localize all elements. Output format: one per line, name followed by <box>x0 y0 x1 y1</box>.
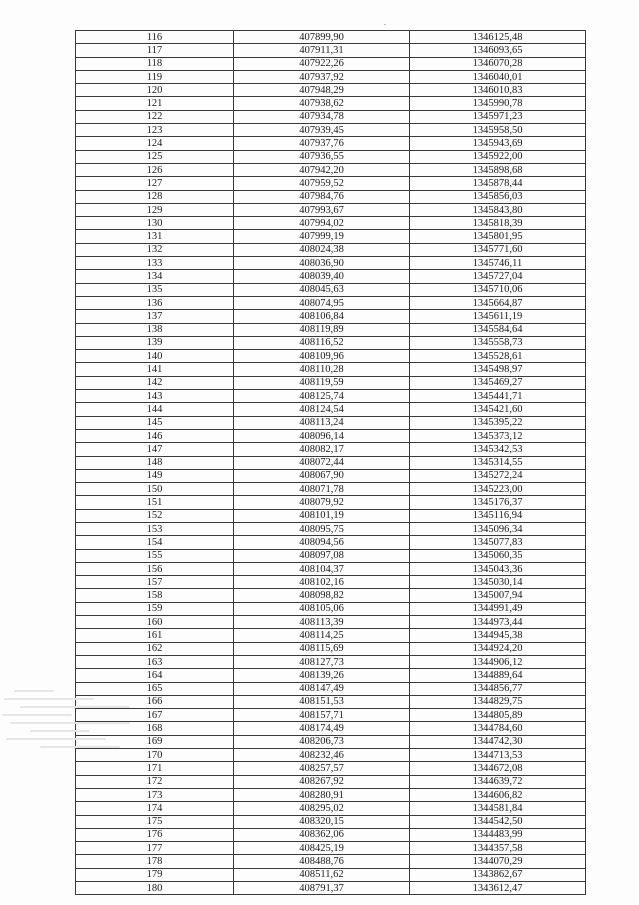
table-row <box>76 163 586 176</box>
table-row <box>76 257 586 270</box>
table-row <box>76 522 586 535</box>
y-coordinate-cell: 1345856,03 <box>410 190 586 203</box>
y-coordinate-cell: 1345421,60 <box>410 403 586 416</box>
y-coordinate-cell: 1345878,44 <box>410 177 586 190</box>
x-coordinate-cell: 408094,56 <box>234 536 410 549</box>
y-coordinate-cell: 1345843,80 <box>410 203 586 216</box>
point-number-cell: 172 <box>76 775 234 788</box>
point-number-cell: 171 <box>76 762 234 775</box>
table-row <box>76 456 586 469</box>
point-number-cell: 153 <box>76 522 234 535</box>
y-coordinate-cell: 1344784,60 <box>410 722 586 735</box>
point-number-cell: 134 <box>76 270 234 283</box>
point-number-cell: 161 <box>76 629 234 642</box>
x-coordinate-cell: 408079,92 <box>234 496 410 509</box>
y-coordinate-cell: 1344945,38 <box>410 629 586 642</box>
x-coordinate-cell: 408139,26 <box>234 669 410 682</box>
x-coordinate-cell: 408097,08 <box>234 549 410 562</box>
y-coordinate-cell: 1344856,77 <box>410 682 586 695</box>
table-row <box>76 230 586 243</box>
x-coordinate-cell: 408511,62 <box>234 868 410 881</box>
x-coordinate-cell: 408295,02 <box>234 802 410 815</box>
x-coordinate-cell: 408124,54 <box>234 403 410 416</box>
y-coordinate-cell: 1345043,36 <box>410 562 586 575</box>
y-coordinate-cell: 1344672,08 <box>410 762 586 775</box>
y-coordinate-cell: 1344991,49 <box>410 602 586 615</box>
table-row <box>76 868 586 881</box>
x-coordinate-cell: 407939,45 <box>234 124 410 137</box>
x-coordinate-cell: 407948,29 <box>234 84 410 97</box>
point-number-cell: 119 <box>76 70 234 83</box>
table-row <box>76 616 586 629</box>
x-coordinate-cell: 408039,40 <box>234 270 410 283</box>
y-coordinate-cell: 1344829,75 <box>410 695 586 708</box>
y-coordinate-cell: 1345971,23 <box>410 110 586 123</box>
point-number-cell: 149 <box>76 469 234 482</box>
point-number-cell: 152 <box>76 509 234 522</box>
table-row <box>76 682 586 695</box>
y-coordinate-cell: 1345727,04 <box>410 270 586 283</box>
x-coordinate-cell: 407934,78 <box>234 110 410 123</box>
x-coordinate-cell: 408072,44 <box>234 456 410 469</box>
point-number-cell: 170 <box>76 749 234 762</box>
point-number-cell: 124 <box>76 137 234 150</box>
x-coordinate-cell: 408045,63 <box>234 283 410 296</box>
table-row <box>76 296 586 309</box>
table-row <box>76 629 586 642</box>
point-number-cell: 150 <box>76 483 234 496</box>
table-row <box>76 882 586 895</box>
table-row <box>76 84 586 97</box>
x-coordinate-cell: 408110,28 <box>234 363 410 376</box>
table-row <box>76 177 586 190</box>
table-row <box>76 642 586 655</box>
point-number-cell: 133 <box>76 257 234 270</box>
x-coordinate-cell: 408115,69 <box>234 642 410 655</box>
x-coordinate-cell: 408067,90 <box>234 469 410 482</box>
y-coordinate-cell: 1346093,65 <box>410 44 586 57</box>
table-row <box>76 496 586 509</box>
table-row <box>76 762 586 775</box>
table-row <box>76 31 586 44</box>
point-number-cell: 159 <box>76 602 234 615</box>
x-coordinate-cell: 408362,06 <box>234 828 410 841</box>
point-number-cell: 164 <box>76 669 234 682</box>
point-number-cell: 142 <box>76 376 234 389</box>
point-number-cell: 158 <box>76 589 234 602</box>
table-row <box>76 150 586 163</box>
table-row <box>76 270 586 283</box>
x-coordinate-cell: 407993,67 <box>234 203 410 216</box>
point-number-cell: 165 <box>76 682 234 695</box>
point-number-cell: 117 <box>76 44 234 57</box>
point-number-cell: 169 <box>76 735 234 748</box>
table-row <box>76 722 586 735</box>
point-number-cell: 138 <box>76 323 234 336</box>
point-number-cell: 174 <box>76 802 234 815</box>
table-row <box>76 403 586 416</box>
y-coordinate-cell: 1345096,34 <box>410 522 586 535</box>
table-row <box>76 336 586 349</box>
table-row <box>76 509 586 522</box>
point-number-cell: 128 <box>76 190 234 203</box>
point-number-cell: 162 <box>76 642 234 655</box>
point-number-cell: 132 <box>76 243 234 256</box>
point-number-cell: 167 <box>76 709 234 722</box>
x-coordinate-cell: 407942,20 <box>234 163 410 176</box>
x-coordinate-cell: 407936,55 <box>234 150 410 163</box>
y-coordinate-cell: 1344070,29 <box>410 855 586 868</box>
y-coordinate-cell: 1345373,12 <box>410 429 586 442</box>
y-coordinate-cell: 1345441,71 <box>410 390 586 403</box>
table-row <box>76 469 586 482</box>
table-row <box>76 429 586 442</box>
point-number-cell: 177 <box>76 842 234 855</box>
point-number-cell: 146 <box>76 429 234 442</box>
point-number-cell: 155 <box>76 549 234 562</box>
point-number-cell: 120 <box>76 84 234 97</box>
x-coordinate-cell: 408280,91 <box>234 788 410 801</box>
x-coordinate-cell: 408116,52 <box>234 336 410 349</box>
y-coordinate-cell: 1345342,53 <box>410 443 586 456</box>
y-coordinate-cell: 1344483,99 <box>410 828 586 841</box>
x-coordinate-cell: 407911,31 <box>234 44 410 57</box>
point-number-cell: 151 <box>76 496 234 509</box>
x-coordinate-cell: 408096,14 <box>234 429 410 442</box>
y-coordinate-cell: 1345528,61 <box>410 350 586 363</box>
table-row <box>76 137 586 150</box>
point-number-cell: 147 <box>76 443 234 456</box>
point-number-cell: 136 <box>76 296 234 309</box>
y-coordinate-cell: 1345116,94 <box>410 509 586 522</box>
y-coordinate-cell: 1346125,48 <box>410 31 586 44</box>
y-coordinate-cell: 1344805,89 <box>410 709 586 722</box>
y-coordinate-cell: 1346070,28 <box>410 57 586 70</box>
table-row <box>76 416 586 429</box>
x-coordinate-cell: 408104,37 <box>234 562 410 575</box>
point-number-cell: 122 <box>76 110 234 123</box>
y-coordinate-cell: 1345314,55 <box>410 456 586 469</box>
point-number-cell: 163 <box>76 655 234 668</box>
y-coordinate-cell: 1345990,78 <box>410 97 586 110</box>
x-coordinate-cell: 408074,95 <box>234 296 410 309</box>
point-number-cell: 118 <box>76 57 234 70</box>
point-number-cell: 173 <box>76 788 234 801</box>
x-coordinate-cell: 408267,92 <box>234 775 410 788</box>
table-row <box>76 842 586 855</box>
table-row <box>76 549 586 562</box>
y-coordinate-cell: 1343862,67 <box>410 868 586 881</box>
table-row <box>76 775 586 788</box>
scan-smudge <box>0 686 140 756</box>
point-number-cell: 139 <box>76 336 234 349</box>
x-coordinate-cell: 408119,89 <box>234 323 410 336</box>
table-row <box>76 44 586 57</box>
coordinates-table <box>75 30 586 895</box>
y-coordinate-cell: 1345498,97 <box>410 363 586 376</box>
point-number-cell: 148 <box>76 456 234 469</box>
y-coordinate-cell: 1345395,22 <box>410 416 586 429</box>
x-coordinate-cell: 408125,74 <box>234 390 410 403</box>
x-coordinate-cell: 408071,78 <box>234 483 410 496</box>
y-coordinate-cell: 1344924,20 <box>410 642 586 655</box>
point-number-cell: 137 <box>76 310 234 323</box>
x-coordinate-cell: 408488,76 <box>234 855 410 868</box>
x-coordinate-cell: 408105,06 <box>234 602 410 615</box>
point-number-cell: 180 <box>76 882 234 895</box>
point-number-cell: 123 <box>76 124 234 137</box>
x-coordinate-cell: 408791,37 <box>234 882 410 895</box>
y-coordinate-cell: 1345611,19 <box>410 310 586 323</box>
x-coordinate-cell: 408036,90 <box>234 257 410 270</box>
table-row <box>76 536 586 549</box>
table-row <box>76 655 586 668</box>
table-row <box>76 695 586 708</box>
x-coordinate-cell: 408113,24 <box>234 416 410 429</box>
table-row <box>76 190 586 203</box>
y-coordinate-cell: 1345077,83 <box>410 536 586 549</box>
table-row <box>76 390 586 403</box>
table-row <box>76 483 586 496</box>
y-coordinate-cell: 1344713,53 <box>410 749 586 762</box>
table-row <box>76 855 586 868</box>
y-coordinate-cell: 1345801,95 <box>410 230 586 243</box>
x-coordinate-cell: 408114,25 <box>234 629 410 642</box>
x-coordinate-cell: 408425,19 <box>234 842 410 855</box>
table-row <box>76 283 586 296</box>
table-row <box>76 70 586 83</box>
point-number-cell: 156 <box>76 562 234 575</box>
x-coordinate-cell: 408113,39 <box>234 616 410 629</box>
x-coordinate-cell: 407922,26 <box>234 57 410 70</box>
point-number-cell: 127 <box>76 177 234 190</box>
point-number-cell: 140 <box>76 350 234 363</box>
x-coordinate-cell: 408098,82 <box>234 589 410 602</box>
x-coordinate-cell: 408127,73 <box>234 655 410 668</box>
point-number-cell: 143 <box>76 390 234 403</box>
x-coordinate-cell: 408174,49 <box>234 722 410 735</box>
y-coordinate-cell: 1344906,12 <box>410 655 586 668</box>
y-coordinate-cell: 1345272,24 <box>410 469 586 482</box>
y-coordinate-cell: 1344606,82 <box>410 788 586 801</box>
x-coordinate-cell: 407994,02 <box>234 217 410 230</box>
table-row <box>76 124 586 137</box>
scan-dot-mark <box>384 24 386 25</box>
table-row <box>76 57 586 70</box>
y-coordinate-cell: 1345943,69 <box>410 137 586 150</box>
y-coordinate-cell: 1344581,84 <box>410 802 586 815</box>
y-coordinate-cell: 1345958,50 <box>410 124 586 137</box>
coordinates-table-body <box>76 31 586 895</box>
point-number-cell: 129 <box>76 203 234 216</box>
y-coordinate-cell: 1343612,47 <box>410 882 586 895</box>
point-number-cell: 145 <box>76 416 234 429</box>
y-coordinate-cell: 1344357,58 <box>410 842 586 855</box>
table-row <box>76 376 586 389</box>
point-number-cell: 179 <box>76 868 234 881</box>
x-coordinate-cell: 408232,46 <box>234 749 410 762</box>
table-row <box>76 576 586 589</box>
y-coordinate-cell: 1344542,50 <box>410 815 586 828</box>
point-number-cell: 141 <box>76 363 234 376</box>
table-row <box>76 97 586 110</box>
y-coordinate-cell: 1344973,44 <box>410 616 586 629</box>
table-row <box>76 815 586 828</box>
point-number-cell: 125 <box>76 150 234 163</box>
table-row <box>76 323 586 336</box>
point-number-cell: 121 <box>76 97 234 110</box>
y-coordinate-cell: 1345584,64 <box>410 323 586 336</box>
y-coordinate-cell: 1344889,64 <box>410 669 586 682</box>
table-row <box>76 350 586 363</box>
y-coordinate-cell: 1345664,87 <box>410 296 586 309</box>
table-row <box>76 443 586 456</box>
y-coordinate-cell: 1345898,68 <box>410 163 586 176</box>
point-number-cell: 175 <box>76 815 234 828</box>
y-coordinate-cell: 1345558,73 <box>410 336 586 349</box>
table-row <box>76 749 586 762</box>
y-coordinate-cell: 1345030,14 <box>410 576 586 589</box>
table-row <box>76 363 586 376</box>
x-coordinate-cell: 408151,53 <box>234 695 410 708</box>
y-coordinate-cell: 1345746,11 <box>410 257 586 270</box>
x-coordinate-cell: 408095,75 <box>234 522 410 535</box>
y-coordinate-cell: 1346040,01 <box>410 70 586 83</box>
x-coordinate-cell: 408109,96 <box>234 350 410 363</box>
y-coordinate-cell: 1344742,30 <box>410 735 586 748</box>
y-coordinate-cell: 1345469,27 <box>410 376 586 389</box>
x-coordinate-cell: 408320,15 <box>234 815 410 828</box>
table-row <box>76 589 586 602</box>
point-number-cell: 154 <box>76 536 234 549</box>
x-coordinate-cell: 407959,52 <box>234 177 410 190</box>
table-row <box>76 110 586 123</box>
y-coordinate-cell: 1345007,94 <box>410 589 586 602</box>
x-coordinate-cell: 408147,49 <box>234 682 410 695</box>
table-row <box>76 310 586 323</box>
x-coordinate-cell: 408082,17 <box>234 443 410 456</box>
y-coordinate-cell: 1345818,39 <box>410 217 586 230</box>
x-coordinate-cell: 407938,62 <box>234 97 410 110</box>
table-row <box>76 602 586 615</box>
x-coordinate-cell: 408157,71 <box>234 709 410 722</box>
point-number-cell: 116 <box>76 31 234 44</box>
table-row <box>76 735 586 748</box>
y-coordinate-cell: 1345060,35 <box>410 549 586 562</box>
y-coordinate-cell: 1345176,37 <box>410 496 586 509</box>
point-number-cell: 166 <box>76 695 234 708</box>
table-row <box>76 217 586 230</box>
y-coordinate-cell: 1345710,06 <box>410 283 586 296</box>
table-row <box>76 243 586 256</box>
point-number-cell: 157 <box>76 576 234 589</box>
x-coordinate-cell: 407999,19 <box>234 230 410 243</box>
x-coordinate-cell: 407984,76 <box>234 190 410 203</box>
y-coordinate-cell: 1345223,00 <box>410 483 586 496</box>
y-coordinate-cell: 1345771,60 <box>410 243 586 256</box>
x-coordinate-cell: 407937,92 <box>234 70 410 83</box>
y-coordinate-cell: 1345922,00 <box>410 150 586 163</box>
x-coordinate-cell: 408102,16 <box>234 576 410 589</box>
x-coordinate-cell: 408101,19 <box>234 509 410 522</box>
point-number-cell: 178 <box>76 855 234 868</box>
table-row <box>76 562 586 575</box>
y-coordinate-cell: 1346010,83 <box>410 84 586 97</box>
table-row <box>76 788 586 801</box>
table-row <box>76 203 586 216</box>
x-coordinate-cell: 408119,59 <box>234 376 410 389</box>
point-number-cell: 130 <box>76 217 234 230</box>
point-number-cell: 131 <box>76 230 234 243</box>
point-number-cell: 144 <box>76 403 234 416</box>
point-number-cell: 168 <box>76 722 234 735</box>
point-number-cell: 135 <box>76 283 234 296</box>
point-number-cell: 176 <box>76 828 234 841</box>
x-coordinate-cell: 407899,90 <box>234 31 410 44</box>
table-row <box>76 802 586 815</box>
table-row <box>76 828 586 841</box>
x-coordinate-cell: 407937,76 <box>234 137 410 150</box>
point-number-cell: 126 <box>76 163 234 176</box>
x-coordinate-cell: 408106,84 <box>234 310 410 323</box>
x-coordinate-cell: 408024,38 <box>234 243 410 256</box>
x-coordinate-cell: 408206,73 <box>234 735 410 748</box>
table-row <box>76 669 586 682</box>
table-row <box>76 709 586 722</box>
y-coordinate-cell: 1344639,72 <box>410 775 586 788</box>
x-coordinate-cell: 408257,57 <box>234 762 410 775</box>
point-number-cell: 160 <box>76 616 234 629</box>
